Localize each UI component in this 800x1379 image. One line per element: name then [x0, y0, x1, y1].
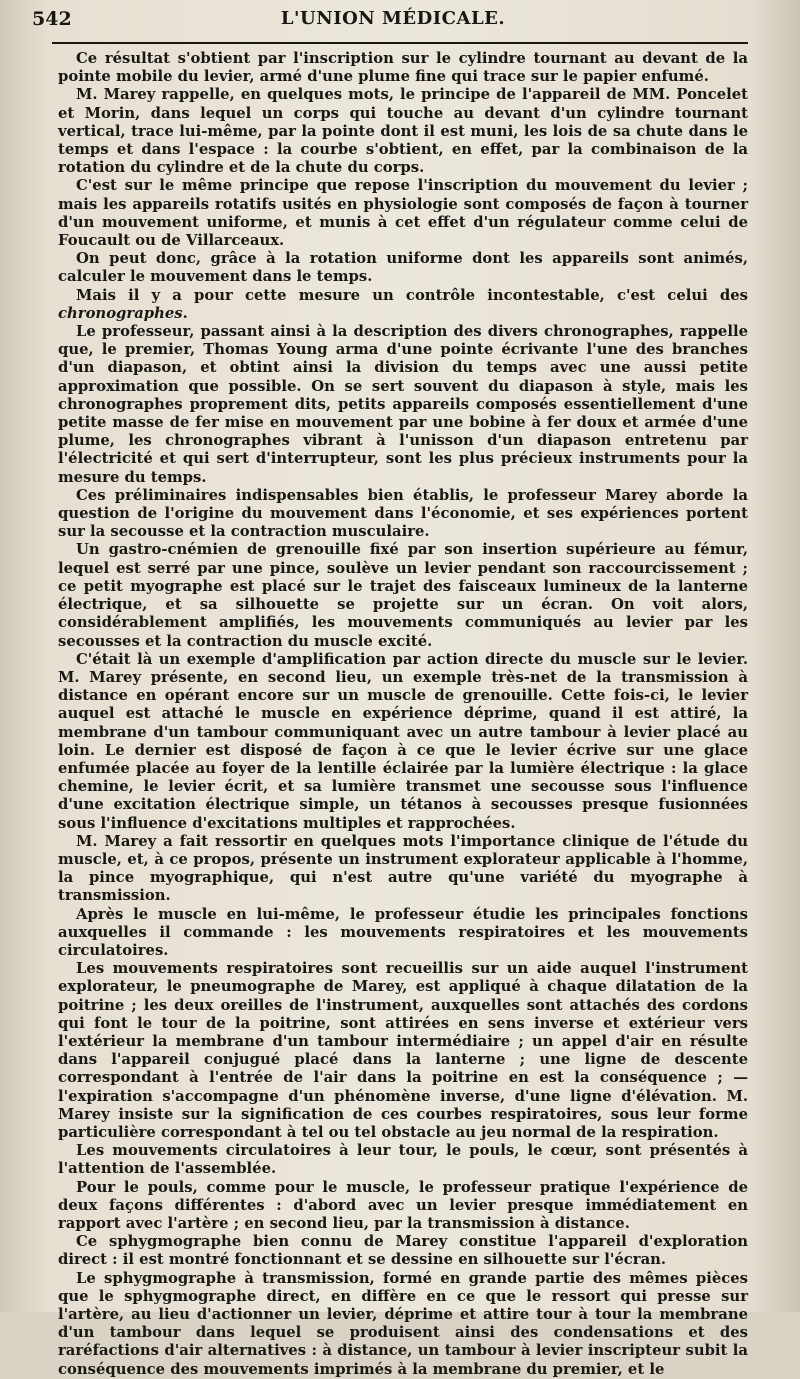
paragraph: Après le muscle en lui-même, le professeur étudie les principales fonctions auxquelles il commande : les mouvements respiratoires et les mouvements circulatoires. [58, 905, 748, 959]
paragraph: M. Marey a fait ressortir en quelques mots l'importance clinique de l'étude du muscle, et, à ce propos, présente un instrument explorateur applicable à l'homme, la pince myographique, qui n'est autre qu'une variété du myographe à transmission. [58, 832, 748, 905]
italic-term: chronographes [58, 304, 183, 322]
paragraph: Ces préliminaires indispensables bien établis, le professeur Marey aborde la question de l'origine du mouvement dans l'économie, et ses expériences portent sur la secousse et la contraction musculaire. [58, 486, 748, 541]
paragraph: Les mouvements circulatoires à leur tour, le pouls, le cœur, sont présentés à l'attention de l'assemblée. [58, 1142, 748, 1178]
paragraph: C'était là un exemple d'amplification par action directe du muscle sur le levier. M. Marey présente, en second lieu, un exemple très-net de la transmission à distance en opérant encore sur un muscle de grenouille. Cette fois-ci, le levier auquel est attaché le muscle en expérience déprime, quand il est attiré, la membrane d'un tambour communiquant avec un autre tambour à levier placé au loin. Le dernier est disposé de façon à ce que le levier écrive sur une glace enfumée placée au foyer de la lentille éclairée par la lumière électrique : la glace chemine, le levier écrit, et sa lumière transmet une secousse sous l'influence d'une excitation électrique simple, un tétanos à secousses presque fusionnées sous l'influence d'excitations multiples et rapprochées. [58, 650, 748, 832]
paragraph: Mais il y a pour cette mesure un contrôle incontestable, c'est celui des chronographes. [58, 286, 748, 322]
paragraph: On peut donc, grâce à la rotation uniforme dont les appareils sont animés, calculer le mouvement dans le temps. [58, 250, 748, 286]
article-body [58, 50, 748, 1379]
paragraph: Pour le pouls, comme pour le muscle, le professeur pratique l'expérience de deux façons différentes : d'abord avec un levier presque immédiatement en rapport avec l'artère ; en second lieu, par la transmission à distance. [58, 1178, 748, 1232]
page-header [32, 0, 748, 34]
paragraph: C'est sur le même principe que repose l'inscription du mouvement du levier ; mais les appareils rotatifs usités en physiologie sont composés de façon à tourner d'un mouvement uniforme, et munis à cet effet d'un régulateur comme celui de Foucault ou de Villarceaux. [58, 177, 748, 250]
header-rule [52, 42, 748, 44]
paragraph: Le professeur, passant ainsi à la description des divers chronographes, rappelle que, le premier, Thomas Young arma d'une pointe écrivante l'une des branches d'un diapason, et obtint ainsi la division du temps avec une aussi petite approximation que possible. On se sert souvent du diapason à style, mais les chronographes proprement dits, petits appareils composés essentiellement d'une petite masse de fer mise en mouvement par une bobine à fer doux et armée d'une plume, les chronographes vibrant à l'unisson d'un diapason entretenu par l'électricité et qui sert d'interrupteur, sont les plus précieux instruments pour la mesure du temps. [58, 323, 748, 486]
paragraph: Le sphygmographe à transmission, formé en grande partie des mêmes pièces que le sphygmographe direct, en diffère en ce que le ressort qui presse sur l'artère, au lieu d'actionner un levier, déprime et attire tour à tour la membrane d'un tambour dans lequel se produisent ainsi des condensations et des raréfactions d'air alternatives : à distance, un tambour à levier inscripteur subit la conséquence des mouvements imprimés à la membrane du premier, et le [58, 1269, 748, 1378]
paragraph: Ce résultat s'obtient par l'inscription sur le cylindre tournant au devant de la pointe mobile du levier, armé d'une plume fine qui trace sur le papier enfumé. [58, 50, 748, 86]
paragraph: Les mouvements respiratoires sont recueillis sur un aide auquel l'instrument explorateur, le pneumographe de Marey, est appliqué à chaque dilatation de la poitrine ; les deux oreilles de l'instrument, auxquelles sont attachés des cordons qui font le tour de la poitrine, sont attirées en sens inverse et extérieur vers l'extérieur la membrane d'un tambour intermédiaire ; un appel d'air en résulte dans l'appareil conjugué placé dans la lanterne ; une ligne de descente correspondant à l'entrée de l'air dans la poitrine en est la conséquence ; — l'expiration s'accompagne d'un phénomène inverse, d'une ligne d'élévation. M. Marey insiste sur la signification de ces courbes respiratoires, sous leur forme particulière correspondant à tel ou tel obstacle au jeu normal de la respiration. [58, 960, 748, 1141]
paragraph: Un gastro-cnémien de grenouille fixé par son insertion supérieure au fémur, lequel est serré par une pince, soulève un levier pendant son raccourcissement ; ce petit myographe est placé sur le trajet des faisceaux lumineux de la lanterne électrique, et sa silhouette se projette sur un écran. On voit alors, considérablement amplifiés, les mouvements communiqués au levier par les secousses et la contraction du muscle excité. [58, 541, 748, 650]
running-title: L'UNION MÉDICALE. [280, 8, 506, 29]
paragraph: Ce sphygmographe bien connu de Marey constitue l'appareil d'exploration direct : il est montré fonctionnant et se dessine en silhouette sur l'écran. [58, 1233, 748, 1269]
page-number: 542 [32, 8, 72, 30]
paragraph: M. Marey rappelle, en quelques mots, le principe de l'appareil de MM. Poncelet et Morin, dans lequel un corps qui touche au devant d'un cylindre tournant vertical, trace lui-même, par la pointe dont il est muni, les lois de sa chute dans le temps et dans l'espace : la courbe s'obtient, en effet, par la combinaison de la rotation du cylindre et de la chute du corps. [58, 86, 748, 177]
